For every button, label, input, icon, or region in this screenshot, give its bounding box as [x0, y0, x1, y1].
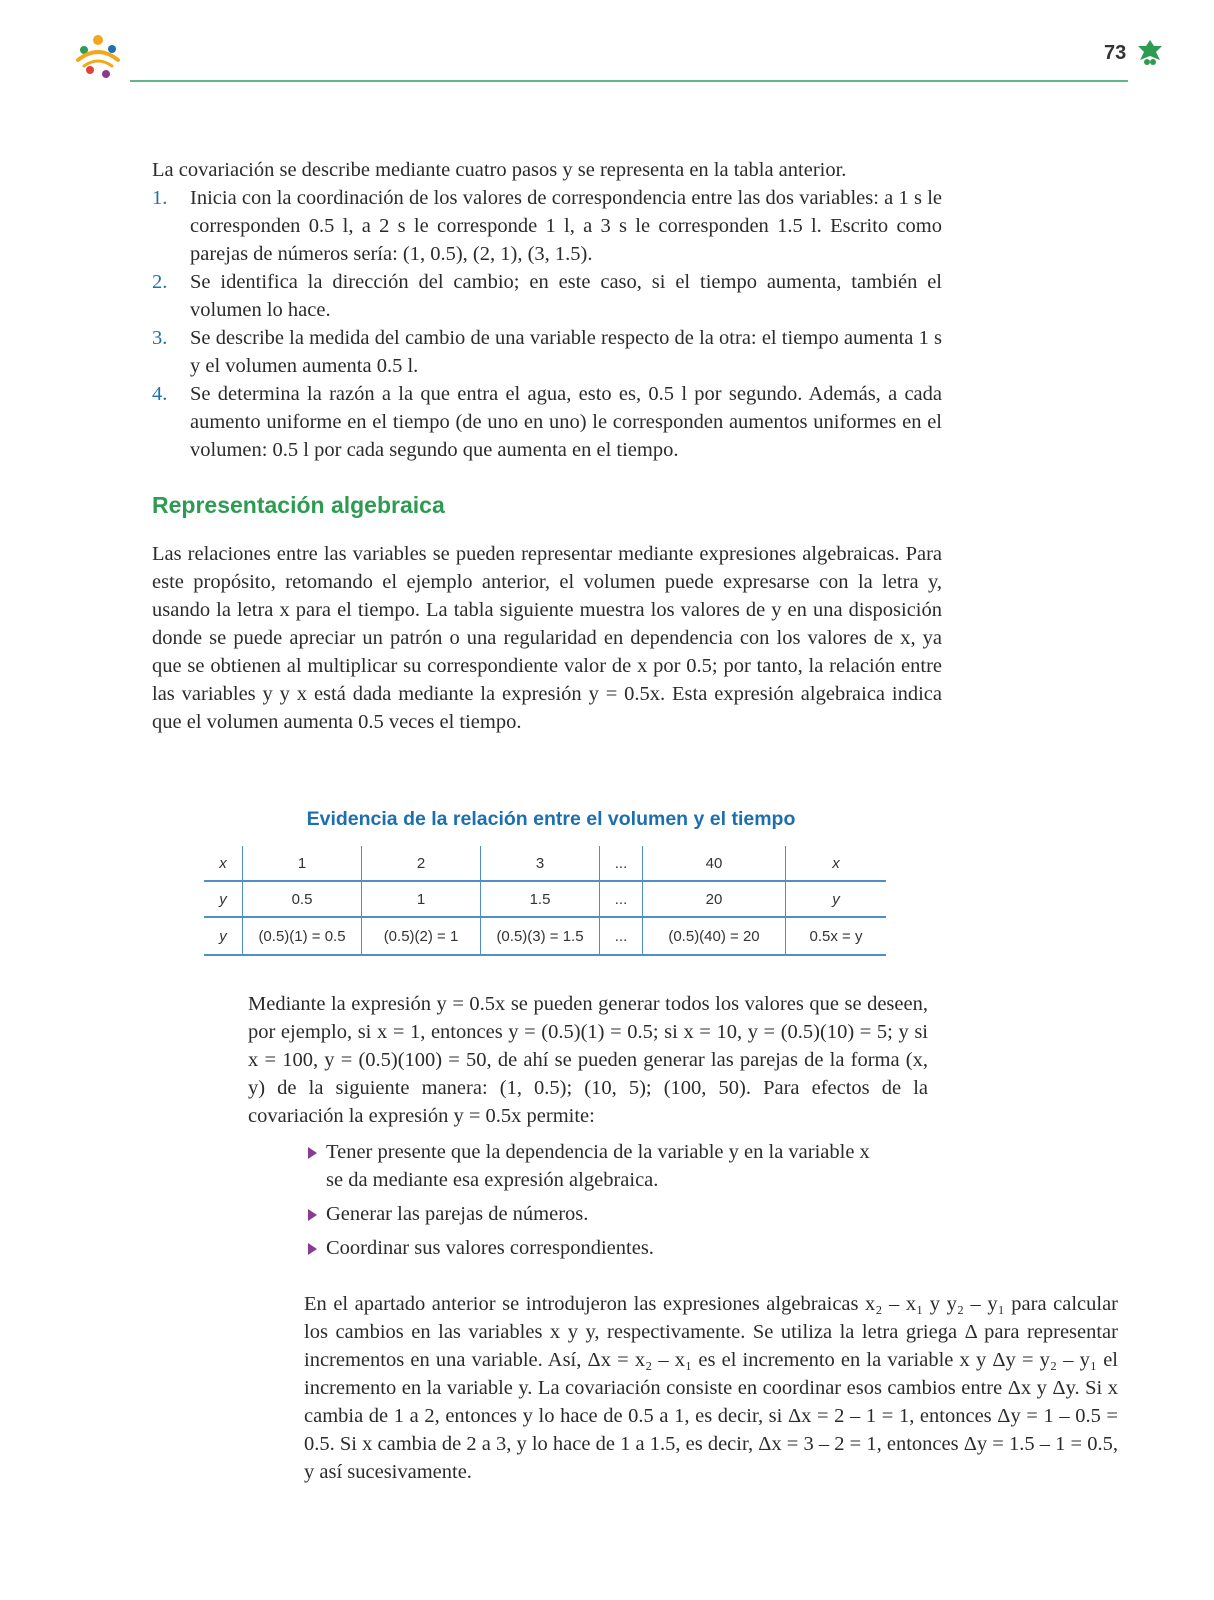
- page-number: 73: [1104, 42, 1127, 64]
- table-cell: ...: [600, 917, 643, 955]
- list-item: [152, 268, 942, 324]
- table-cell: ...: [600, 846, 643, 881]
- evidence-table: [204, 846, 886, 956]
- list-item: [306, 1200, 886, 1228]
- step-text: Inicia con la coordinación de los valores de correspondencia entre las dos variables: a 1 s le corresponden 0.5 l, a 2 s le corresponde 1 l, a 3 s le corresponden 1.5 l. Escrito como parejas de números sería: (1, 0.5), (2, 1), (3, 1.5).: [190, 187, 942, 265]
- table-cell: y: [786, 881, 887, 917]
- list-item: [152, 380, 942, 464]
- step-text: Se describe la medida del cambio de una variable respecto de la otra: el tiempo aumenta 1 s y el volumen aumenta 0.5 l.: [190, 327, 942, 377]
- header-rule: [130, 80, 1128, 82]
- step-number: 2.: [152, 271, 168, 293]
- table-cell: 0.5: [243, 881, 362, 917]
- table-cell: y: [204, 881, 243, 917]
- table-cell: 1: [362, 881, 481, 917]
- step-number: 3.: [152, 327, 168, 349]
- table-cell: 0.5x = y: [786, 917, 887, 955]
- list-item: [152, 324, 942, 380]
- bullet-text: Coordinar sus valores correspondientes.: [326, 1237, 654, 1259]
- table-cell: (0.5)(2) = 1: [362, 917, 481, 955]
- table-row: [204, 881, 886, 917]
- table-cell: (0.5)(3) = 1.5: [481, 917, 600, 955]
- table-cell: 40: [643, 846, 786, 881]
- step-number: 1.: [152, 187, 168, 209]
- paragraph-algebraic: Las relaciones entre las variables se pueden representar mediante expresiones algebraicas. Para este propósito, retomando el ejemplo anterior, el volumen puede expresarse con la letra y, usando la letra x para el tiempo. La tabla siguiente muestra los valores de y en una disposición donde se puede apreciar un patrón o una regularidad en dependencia con los valores de x, ya que se obtienen al multiplicar su correspondiente valor de x por 0.5; por tanto, la relación entre las variables y y x está dada mediante la expresión y = 0.5x. Esta expresión algebraica indica que el volumen aumenta 0.5 veces el tiempo.: [152, 543, 942, 733]
- table-cell: y: [204, 917, 243, 955]
- section-title: Representación algebraica: [152, 492, 445, 518]
- table-cell: 2: [362, 846, 481, 881]
- list-item: [306, 1138, 886, 1194]
- bullet-text: Generar las parejas de números.: [326, 1203, 589, 1225]
- step-text: Se identifica la dirección del cambio; en este caso, si el tiempo aumenta, también el volumen lo hace.: [190, 271, 942, 321]
- triangle-bullet-icon: [308, 1243, 317, 1255]
- list-item: [152, 184, 942, 268]
- bullet-text: Tener presente que la dependencia de la variable y en la variable x se da mediante esa expresión algebraica.: [326, 1141, 870, 1191]
- step-number: 4.: [152, 383, 168, 405]
- table-cell: ...: [600, 881, 643, 917]
- eagle-emblem-icon: [1136, 38, 1164, 68]
- list-item: [306, 1234, 886, 1262]
- table-row: [204, 846, 886, 881]
- triangle-bullet-icon: [308, 1147, 317, 1159]
- steps-list: [152, 184, 942, 464]
- table-cell: x: [786, 846, 887, 881]
- step-text: Se determina la razón a la que entra el agua, esto es, 0.5 l por segundo. Además, a cada aumento uniforme en el tiempo (de uno en uno) le corresponden aumentos uniformes en el volumen: 0.5 l por cada segundo que aumenta en el tiempo.: [190, 383, 942, 461]
- paragraph-expression: Mediante la expresión y = 0.5x se pueden generar todos los valores que se deseen, por ejemplo, si x = 1, entonces y = (0.5)(1) = 0.5; si x = 10, y = (0.5)(10) = 5; y si x = 100, y = (0.5)(100) = 50, de ahí se pueden generar las parejas de la forma (x, y) de la siguiente manera: (1, 0.5); (10, 5); (100, 50). Para efectos de la covariación la expresión y = 0.5x permite:: [248, 993, 928, 1127]
- paragraph-increments: En el apartado anterior se introdujeron las expresiones algebraicas x₂ – x₁ y y₂ – y₁ para calcular los cambios en las variables x y y, respectivamente. Se utiliza la letra griega Δ para representar incrementos en una variable. Así, Δx = x₂ – x₁ es el incremento en la variable x y Δy = y₂ – y₁ el incremento en la variable y. La covariación consiste en coordinar esos cambios entre Δx y Δy. Si x cambia de 1 a 2, entonces y lo hace de 0.5 a 1, es decir, si Δx = 2 – 1 = 1, entonces Δy = 1 – 0.5 = 0.5. Si x cambia de 2 a 3, y lo hace de 1 a 1.5, es decir, Δx = 3 – 2 = 1, entonces Δy = 1.5 – 1 = 0.5, y así sucesivamente.: [304, 1293, 1118, 1483]
- table-title: Evidencia de la relación entre el volumen y el tiempo: [306, 808, 796, 830]
- table-cell: 1.5: [481, 881, 600, 917]
- table-cell: 3: [481, 846, 600, 881]
- table-cell: (0.5)(40) = 20: [643, 917, 786, 955]
- bullet-list: [306, 1138, 886, 1268]
- table-cell: (0.5)(1) = 0.5: [243, 917, 362, 955]
- table-cell: 20: [643, 881, 786, 917]
- table-cell: 1: [243, 846, 362, 881]
- intro-text: La covariación se describe mediante cuatro pasos y se representa en la tabla anterior.: [152, 159, 847, 181]
- publisher-logo-icon: [70, 30, 126, 86]
- table-cell: x: [219, 854, 227, 872]
- triangle-bullet-icon: [308, 1209, 317, 1221]
- table-row: [204, 917, 886, 955]
